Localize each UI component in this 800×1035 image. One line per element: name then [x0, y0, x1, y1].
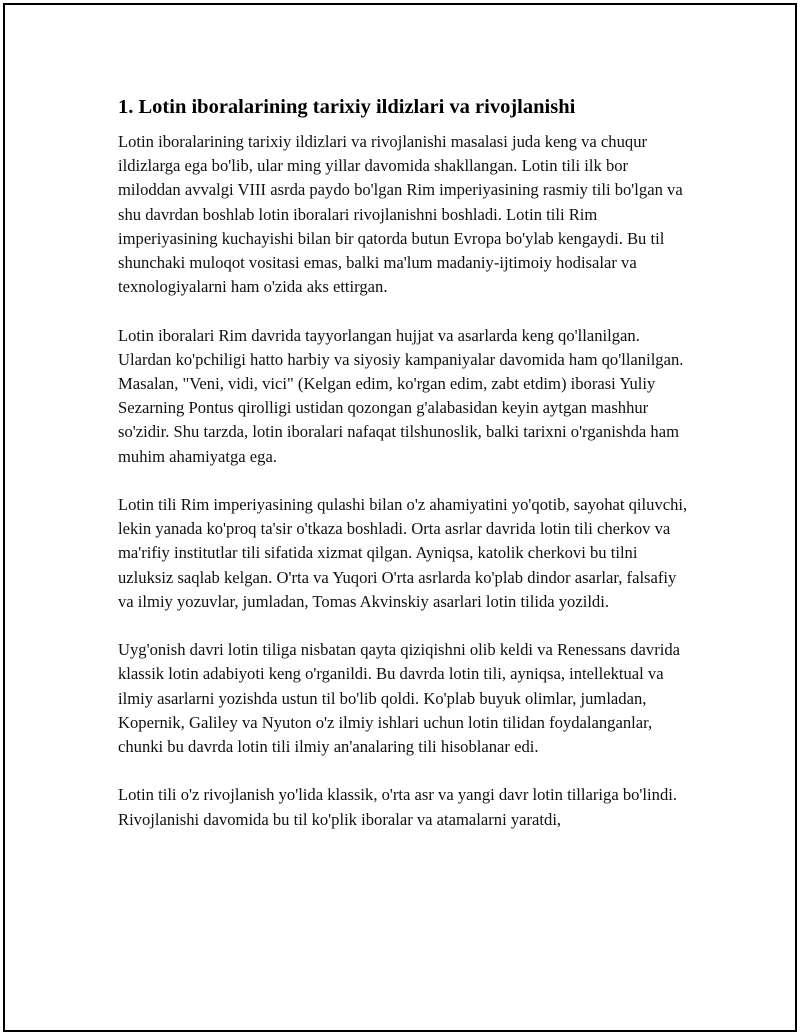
paragraph-2: Lotin iboralari Rim davrida tayyorlangan hujjat va asarlarda keng qo'llanilgan. Ulardan ko'pchiligi hatto harbiy va siyosiy kampaniyalar davomida ham qo'llanilgan. Masalan, "Veni, vidi, vici" (Kelgan edim, ko'rgan edim, zabt etdim) iborasi Yuliy Sezarning Pontus qirolligi ustidan qozongan g'alabasidan keyin aytgan mashhur so'zidir. Shu tarzda, lotin iboralari nafaqat tilshunoslik, balki tarixni o'rganishda ham muhim ahamiyatga ega.: [118, 325, 684, 466]
section-heading: 1. Lotin iboralarining tarixiy ildizlari va rivojlanishi: [118, 96, 576, 118]
paragraph-1: Lotin iboralarining tarixiy ildizlari va rivojlanishi masalasi juda keng va chuqur ildizlarga ega bo'lib, ular ming yillar davomida shakllangan. Lotin tili ilk bor miloddan avvalgi VIII asrda paydo bo'lgan Rim imperiyasining rasmiy tili bo'lgan va shu davrdan boshlab lotin iboralari rivojlanishni boshladi. Lotin tili Rim imperiyasining kuchayishi bilan bir qatorda butun Evropa bo'ylab kengaydi. Bu til shunchaki muloqot vositasi emas, balki ma'lum madaniy-ijtimoiy hodisalar va texnologiyalarni ham o'zida aks ettirgan.: [118, 132, 683, 297]
paragraph-3: Lotin tili Rim imperiyasining qulashi bilan o'z ahamiyatini yo'qotib, sayohat qiluvchi, lekin yanada ko'proq ta'sir o'tkaza boshladi. Orta asrlar davrida lotin tili cherkov va ma'rifiy institutlar tili sifatida xizmat qilgan. Ayniqsa, katolik cherkovi bu tilni uzluksiz saqlab kelgan. O'rta va Yuqori O'rta asrlarda ko'plab dindor asarlar, falsafiy va ilmiy yozuvlar, jumladan, Tomas Akvinskiy asarlari lotin tilida yozildi.: [118, 495, 688, 611]
document-body: [118, 94, 688, 856]
paragraph-4: Uyg'onish davri lotin tiliga nisbatan qayta qiziqishni olib keldi va Renessans davrida klassik lotin adabiyoti keng o'rganildi. Bu davrda lotin tili, ayniqsa, intellektual va ilmiy asarlarni yozishda ustun til bo'lib qoldi. Ko'plab buyuk olimlar, jumladan, Kopernik, Galiley va Nyuton o'z ilmiy ishlari uchun lotin tilidan foydalanganlar, chunki bu davrda lotin tili ilmiy an'analaring tili hisoblanar edi.: [118, 640, 681, 757]
paragraph-5: Lotin tili o'z rivojlanish yo'lida klassik, o'rta asr va yangi davr lotin tillariga bo'lindi. Rivojlanishi davomida bu til ko'plik iboralar va atamalarni yaratdi,: [118, 785, 677, 829]
